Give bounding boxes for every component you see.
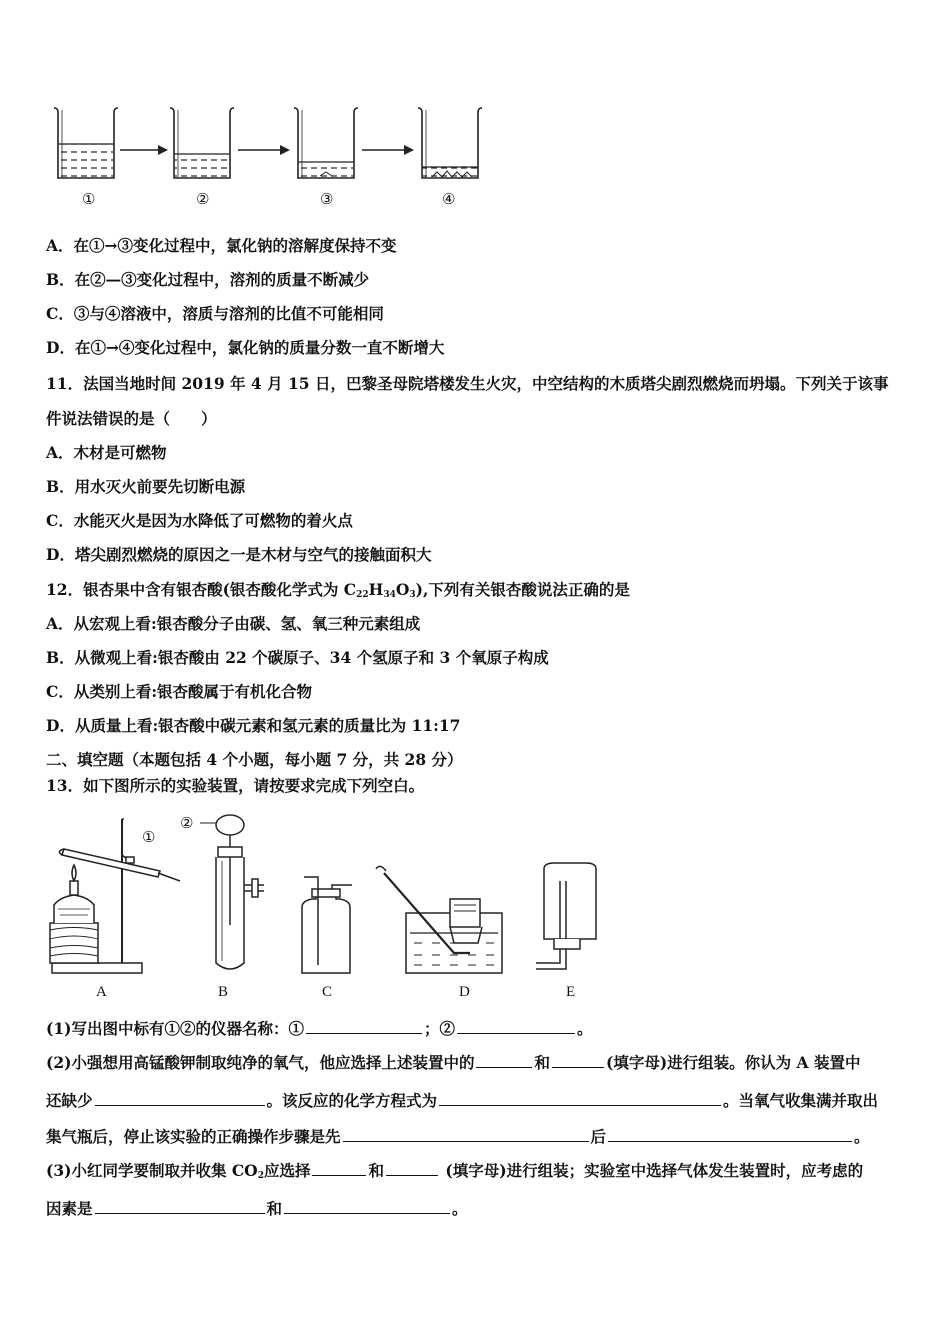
q12-h: H — [368, 580, 384, 599]
q12-option-a: A．从宏观上看:银杏酸分子由碳、氢、氧三种元素组成 — [46, 614, 421, 633]
apparatus-label-a: A — [96, 984, 107, 1000]
q13-part1-text-a: (1)写出图中标有①②的仪器名称：① — [46, 1019, 304, 1038]
apparatus-b — [200, 815, 264, 969]
q13-blank-co2-device2[interactable] — [386, 1160, 438, 1176]
apparatus-label-e: E — [566, 984, 576, 1000]
q13-part1 — [46, 1018, 593, 1039]
q12-sub-h: 34 — [383, 590, 396, 600]
q13-part3-sub: 2 — [257, 1171, 264, 1181]
apparatus-marker-1: ① — [142, 830, 156, 846]
beaker-2 — [170, 108, 234, 178]
q13-part3-text-a: (3)小红同学要制取并收集 CO — [46, 1161, 258, 1180]
q10-option-c: C．③与④溶液中，溶质与溶剂的比值不可能相同 — [46, 304, 384, 323]
beaker-3 — [294, 108, 358, 178]
q11-option-d: D．塔尖剧烈燃烧的原因之一是木材与空气的接触面积大 — [46, 545, 432, 564]
q12-stem-suffix: ),下列有关银杏酸说法正确的是 — [415, 580, 630, 599]
q13-blank-factor2[interactable] — [284, 1198, 450, 1214]
section2-title: 二、填空题（本题包括 4 个小题，每小题 7 分，共 28 分） — [46, 750, 463, 769]
q13-part2-line1 — [46, 1052, 860, 1073]
q13-blank-factor1[interactable] — [95, 1198, 265, 1214]
apparatus-figure — [40, 805, 600, 985]
beaker-sequence-figure — [40, 100, 500, 215]
q11-option-b: B．用水灭火前要先切断电源 — [46, 477, 246, 496]
beaker-1 — [54, 108, 118, 178]
apparatus-marker-2: ② — [180, 816, 194, 832]
q11-stem-line1: 11．法国当地时间 2019 年 4 月 15 日，巴黎圣母院塔楼发生火灾，中空结构的木质塔尖剧烈燃烧而坍塌。下列关于该事 — [46, 374, 889, 393]
q13-part2-text-a: (2)小强想用高锰酸钾制取纯净的氧气，他应选择上述装置中的 — [46, 1053, 475, 1072]
q13-part2-text-h: 后 — [590, 1127, 607, 1146]
beaker-label-4: ④ — [442, 192, 456, 208]
apparatus-label-c: C — [322, 984, 333, 1000]
q11-option-a: A．木材是可燃物 — [46, 443, 167, 462]
q13-part2-line2 — [46, 1090, 878, 1111]
q13-part2-text-i: 。 — [854, 1127, 870, 1146]
q12-option-b: B．从微观上看:银杏酸由 22 个碳原子、34 个氢原子和 3 个氧原子构成 — [46, 648, 549, 667]
q13-blank-co2-device1[interactable] — [312, 1160, 366, 1176]
q13-part2-text-f: 。当氧气收集满并取出 — [723, 1091, 879, 1110]
q12-sub-o: 3 — [409, 590, 416, 600]
q13-part1-text-b: ；② — [423, 1019, 455, 1038]
q12-stem-prefix: 12．银杏果中含有银杏酸(银杏酸化学式为 C — [46, 580, 357, 599]
q12-o: O — [395, 580, 410, 599]
q13-part3-text-b: 应选择 — [263, 1161, 311, 1180]
q12-stem — [46, 580, 630, 605]
q13-blank-instrument1[interactable] — [306, 1018, 422, 1034]
q13-part3-text-c: 和 — [368, 1161, 384, 1180]
q13-part2-line3 — [46, 1126, 870, 1147]
apparatus-c — [302, 877, 352, 973]
q10-option-a: A．在①→③变化过程中，氯化钠的溶解度保持不变 — [46, 236, 397, 255]
q13-part2-text-e: 。该反应的化学方程式为 — [266, 1091, 438, 1110]
beaker-label-1: ① — [82, 192, 96, 208]
q13-blank-device2[interactable] — [552, 1052, 604, 1068]
beaker-label-3: ③ — [320, 192, 334, 208]
q13-part1-text-c: 。 — [576, 1019, 593, 1038]
q10-option-b: B．在②—③变化过程中，溶剂的质量不断减少 — [46, 270, 370, 289]
q13-stem: 13．如下图所示的实验装置，请按要求完成下列空白。 — [46, 776, 425, 795]
apparatus-label-b: B — [218, 984, 229, 1000]
q11-stem-line2: 件说法错误的是（ ） — [46, 409, 217, 428]
q13-blank-step2[interactable] — [608, 1126, 852, 1142]
q13-part3-line1 — [46, 1160, 863, 1186]
q13-blank-equation[interactable] — [439, 1090, 721, 1106]
q13-part2-text-b: 和 — [534, 1053, 550, 1072]
q13-part2-text-c: (填字母)进行组装。你认为 A 装置中 — [605, 1053, 861, 1072]
q12-sub-c: 22 — [356, 590, 369, 600]
beaker-4 — [418, 108, 482, 178]
beaker-label-2: ② — [196, 192, 210, 208]
q13-part3-line2 — [46, 1198, 468, 1219]
q13-part2-text-d: 还缺少 — [46, 1091, 93, 1110]
q13-part3-text-d: (填字母)进行组装；实验室中选择气体发生装置时，应考虑的 — [440, 1161, 864, 1180]
apparatus-d — [376, 866, 502, 973]
q10-option-d: D．在①→④变化过程中，氯化钠的质量分数一直不断增大 — [46, 338, 445, 357]
q12-option-c: C．从类别上看:银杏酸属于有机化合物 — [46, 682, 313, 701]
q13-blank-instrument2[interactable] — [457, 1018, 575, 1034]
q13-blank-device1[interactable] — [476, 1052, 532, 1068]
apparatus-a — [50, 819, 180, 973]
q13-part3-text-e: 因素是 — [46, 1199, 93, 1218]
q13-part2-text-g: 集气瓶后，停止该实验的正确操作步骤是先 — [46, 1127, 341, 1146]
apparatus-label-d: D — [459, 984, 470, 1000]
q11-option-c: C．水能灭火是因为水降低了可燃物的着火点 — [46, 511, 353, 530]
q13-blank-step1[interactable] — [343, 1126, 589, 1142]
apparatus-e — [536, 863, 596, 969]
q13-part3-text-f: 和 — [266, 1199, 283, 1218]
q13-blank-missing[interactable] — [95, 1090, 265, 1106]
q13-part3-text-g: 。 — [452, 1199, 468, 1218]
q12-option-d: D．从质量上看:银杏酸中碳元素和氢元素的质量比为 11:17 — [46, 716, 461, 735]
